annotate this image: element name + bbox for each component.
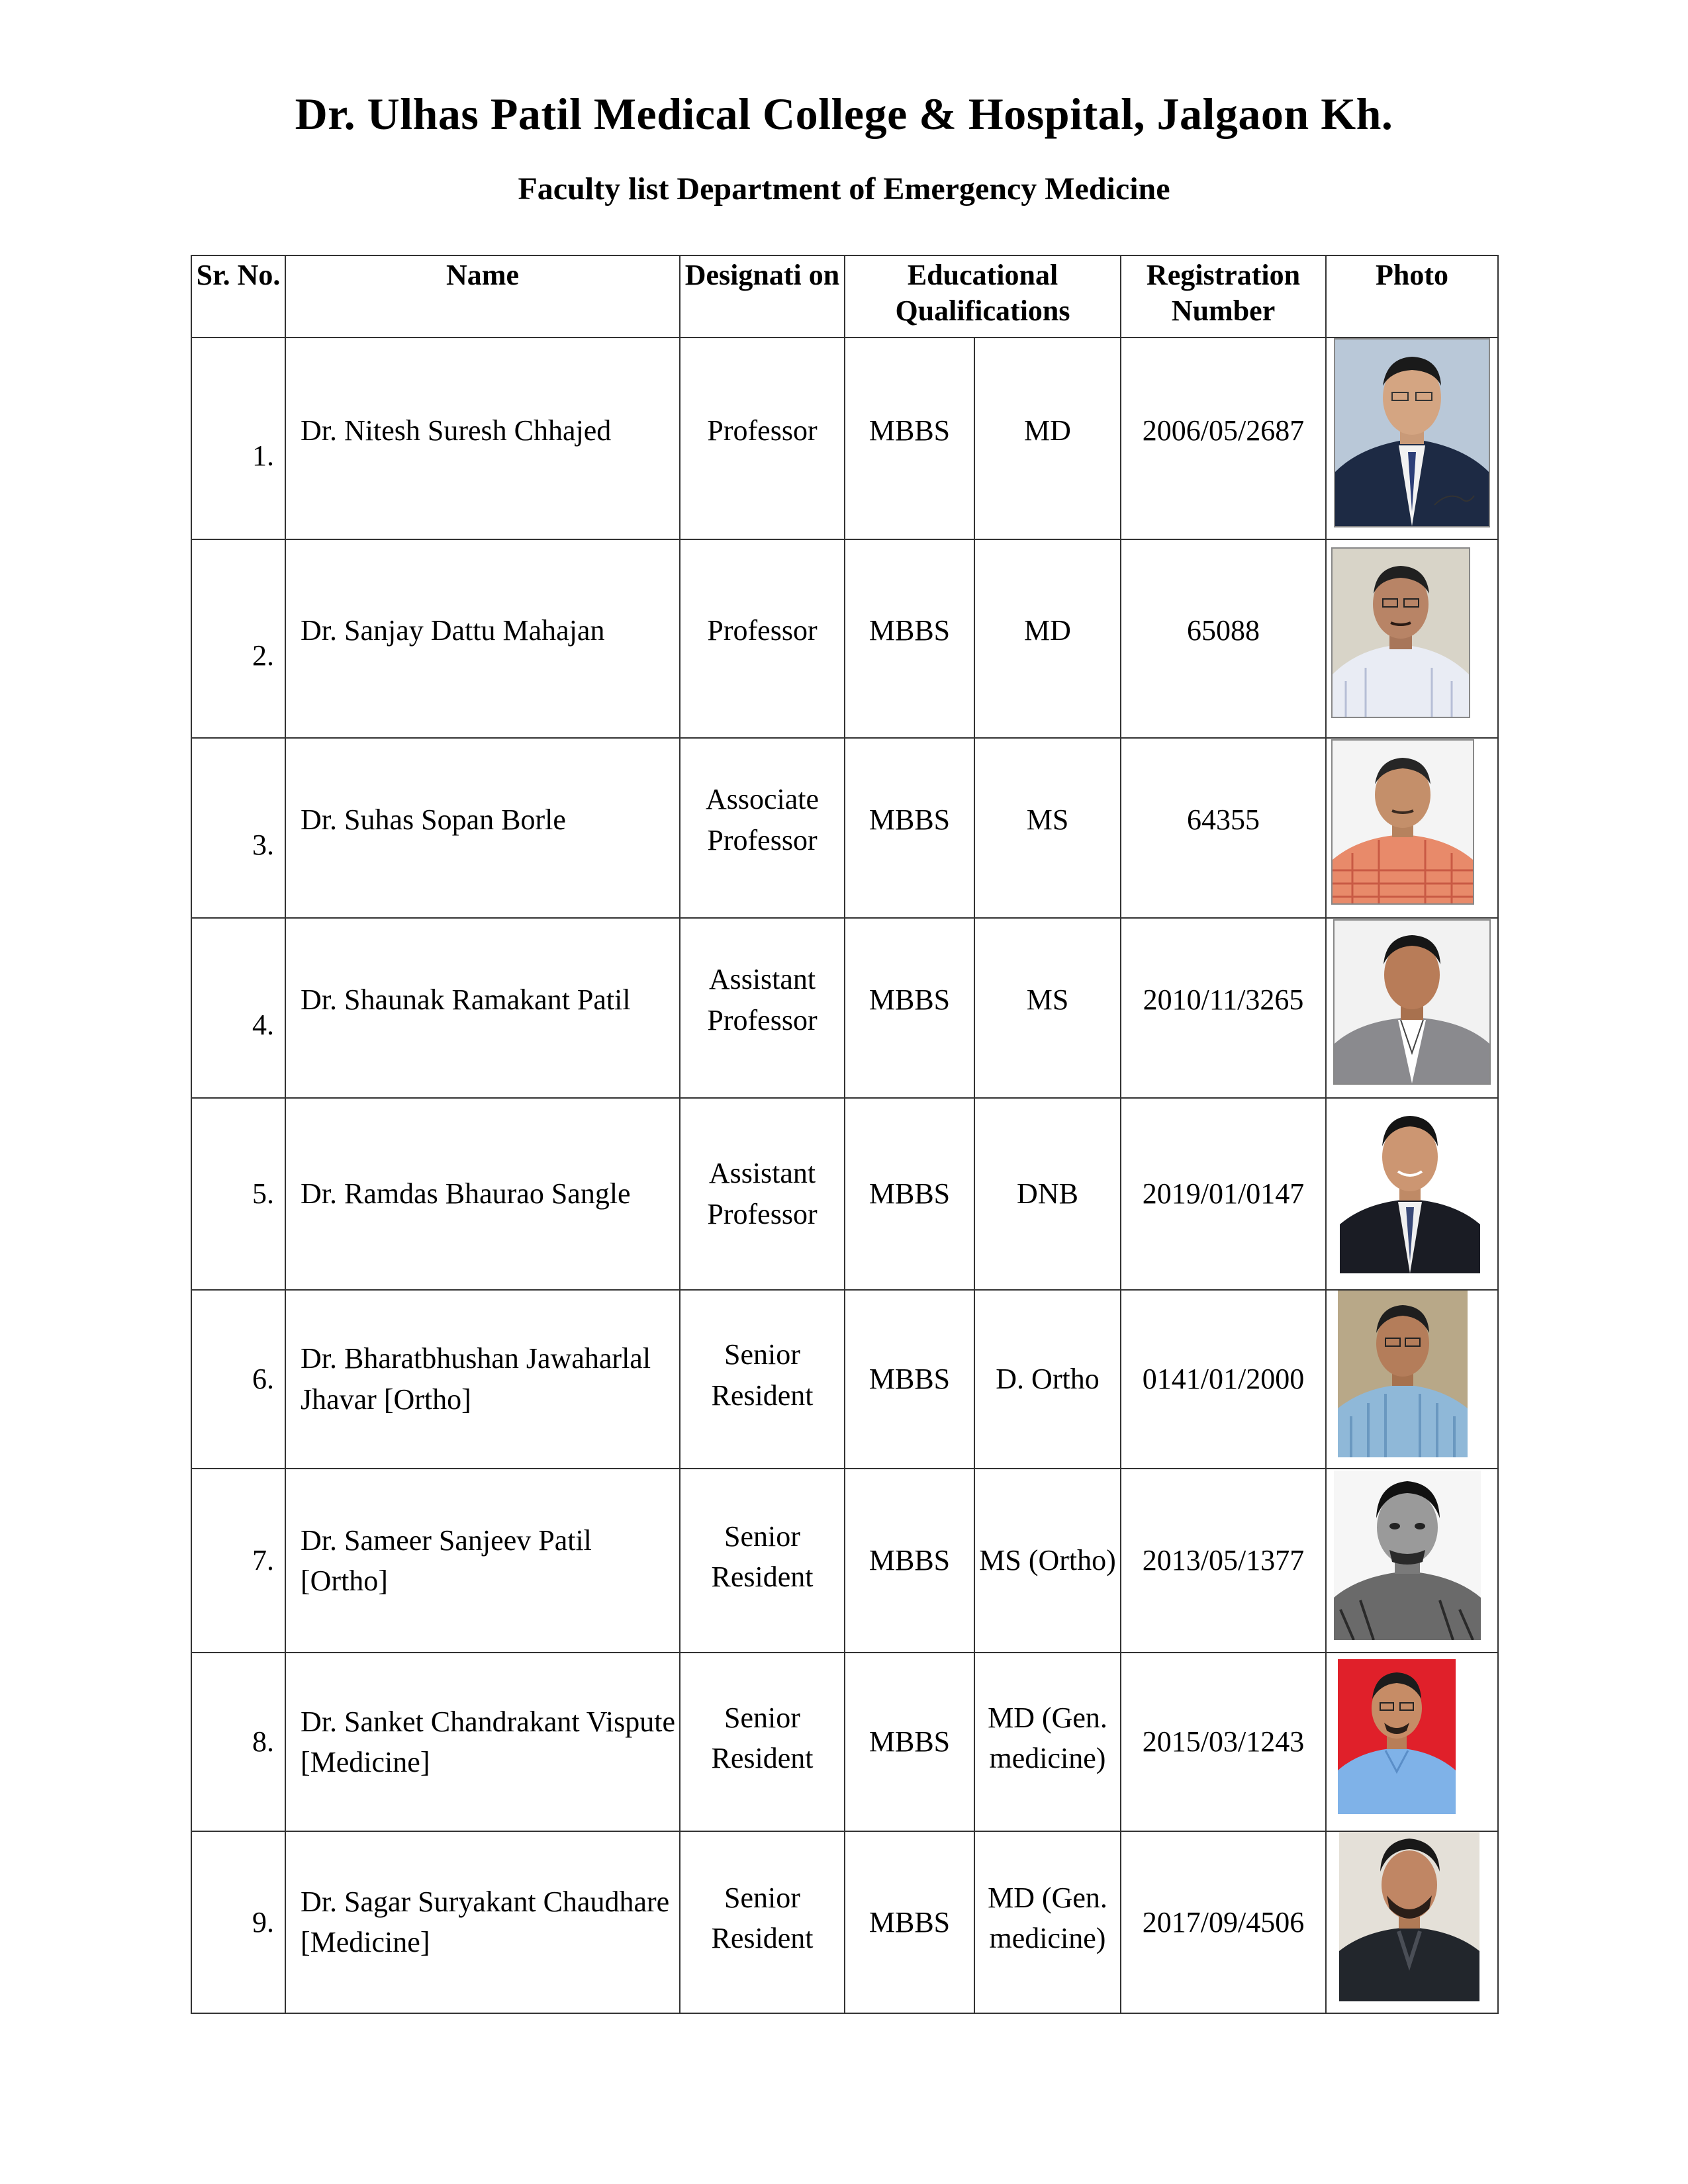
designation-cell: Professor bbox=[680, 338, 845, 539]
qualification-primary-cell: MBBS bbox=[845, 1469, 974, 1653]
table-row bbox=[191, 738, 1498, 918]
registration-cell: 2010/11/3265 bbox=[1121, 918, 1326, 1098]
designation-cell: Associate Professor bbox=[680, 738, 845, 918]
registration-cell: 2017/09/4506 bbox=[1121, 1831, 1326, 2013]
registration-cell: 65088 bbox=[1121, 539, 1326, 738]
designation-cell: Professor bbox=[680, 539, 845, 738]
name-cell: Dr. Ramdas Bhaurao Sangle bbox=[285, 1098, 680, 1290]
table-row bbox=[191, 1290, 1498, 1469]
column-header-registration: Registration Number bbox=[1121, 255, 1326, 338]
name-cell: Dr. Nitesh Suresh Chhajed bbox=[285, 338, 680, 539]
sr-cell: 3. bbox=[191, 738, 285, 918]
sr-cell: 4. bbox=[191, 918, 285, 1098]
table-row bbox=[191, 1653, 1498, 1831]
faculty-photo-6 bbox=[1338, 1291, 1468, 1457]
designation-cell: Assistant Professor bbox=[680, 1098, 845, 1290]
sr-cell: 5. bbox=[191, 1098, 285, 1290]
table-row bbox=[191, 338, 1498, 539]
registration-cell: 0141/01/2000 bbox=[1121, 1290, 1326, 1469]
column-header-sr: Sr. No. bbox=[191, 255, 285, 338]
registration-cell: 2006/05/2687 bbox=[1121, 338, 1326, 539]
name-cell: Dr. Suhas Sopan Borle bbox=[285, 738, 680, 918]
faculty-photo-7 bbox=[1334, 1471, 1481, 1640]
sr-cell: 7. bbox=[191, 1469, 285, 1653]
page-title: Dr. Ulhas Patil Medical College & Hospital, Jalgaon Kh. bbox=[295, 89, 1393, 139]
table-row bbox=[191, 1831, 1498, 2013]
faculty-photo-3 bbox=[1331, 739, 1474, 905]
column-header-name: Name bbox=[285, 255, 680, 338]
photo-cell bbox=[1326, 918, 1498, 1098]
qualification-primary-cell: MBBS bbox=[845, 1653, 974, 1831]
qualification-primary-cell: MBBS bbox=[845, 1290, 974, 1469]
qualification-primary-cell: MBBS bbox=[845, 338, 974, 539]
registration-cell: 64355 bbox=[1121, 738, 1326, 918]
qualification-secondary-cell: DNB bbox=[974, 1098, 1121, 1290]
qualification-secondary-cell: MD (Gen. medicine) bbox=[974, 1653, 1121, 1831]
column-header-qualifications: Educational Qualifications bbox=[845, 255, 1121, 338]
column-header-designation: Designati on bbox=[680, 255, 845, 338]
registration-cell: 2019/01/0147 bbox=[1121, 1098, 1326, 1290]
sr-cell: 8. bbox=[191, 1653, 285, 1831]
designation-cell: Senior Resident bbox=[680, 1653, 845, 1831]
faculty-photo-8 bbox=[1338, 1659, 1456, 1814]
page-subtitle: Faculty list Department of Emergency Medicine bbox=[518, 171, 1170, 206]
sr-cell: 9. bbox=[191, 1831, 285, 2013]
registration-cell: 2013/05/1377 bbox=[1121, 1469, 1326, 1653]
photo-cell bbox=[1326, 338, 1498, 539]
table-row bbox=[191, 539, 1498, 738]
photo-cell bbox=[1326, 1653, 1498, 1831]
sr-cell: 2. bbox=[191, 539, 285, 738]
name-cell: Dr. Sameer Sanjeev Patil [Ortho] bbox=[285, 1469, 680, 1653]
faculty-table bbox=[191, 255, 1499, 2014]
name-cell: Dr. Sanjay Dattu Mahajan bbox=[285, 539, 680, 738]
qualification-secondary-cell: D. Ortho bbox=[974, 1290, 1121, 1469]
qualification-primary-cell: MBBS bbox=[845, 918, 974, 1098]
qualification-primary-cell: MBBS bbox=[845, 539, 974, 738]
qualification-secondary-cell: MD (Gen. medicine) bbox=[974, 1831, 1121, 2013]
registration-cell: 2015/03/1243 bbox=[1121, 1653, 1326, 1831]
photo-cell bbox=[1326, 738, 1498, 918]
faculty-photo-5 bbox=[1340, 1103, 1480, 1273]
designation-cell: Assistant Professor bbox=[680, 918, 845, 1098]
designation-cell: Senior Resident bbox=[680, 1290, 845, 1469]
faculty-photo-9 bbox=[1339, 1832, 1479, 2001]
qualification-primary-cell: MBBS bbox=[845, 1831, 974, 2013]
qualification-secondary-cell: MS bbox=[974, 738, 1121, 918]
qualification-primary-cell: MBBS bbox=[845, 738, 974, 918]
faculty-photo-2 bbox=[1331, 547, 1470, 718]
designation-cell: Senior Resident bbox=[680, 1469, 845, 1653]
photo-cell bbox=[1326, 1290, 1498, 1469]
column-header-photo: Photo bbox=[1326, 255, 1498, 338]
qualification-secondary-cell: MD bbox=[974, 539, 1121, 738]
faculty-photo-1 bbox=[1334, 338, 1490, 527]
designation-cell: Senior Resident bbox=[680, 1831, 845, 2013]
qualification-secondary-cell: MD bbox=[974, 338, 1121, 539]
photo-cell bbox=[1326, 1469, 1498, 1653]
photo-cell bbox=[1326, 1831, 1498, 2013]
table-row bbox=[191, 1098, 1498, 1290]
photo-cell bbox=[1326, 1098, 1498, 1290]
photo-cell bbox=[1326, 539, 1498, 738]
table-row bbox=[191, 1469, 1498, 1653]
name-cell: Dr. Bharatbhushan Jawaharlal Jhavar [Ortho] bbox=[285, 1290, 680, 1469]
name-cell: Dr. Shaunak Ramakant Patil bbox=[285, 918, 680, 1098]
table-header-row bbox=[191, 255, 1498, 338]
sr-cell: 6. bbox=[191, 1290, 285, 1469]
faculty-photo-4 bbox=[1333, 919, 1491, 1085]
sr-cell: 1. bbox=[191, 338, 285, 539]
qualification-secondary-cell: MS bbox=[974, 918, 1121, 1098]
table-row bbox=[191, 918, 1498, 1098]
qualification-primary-cell: MBBS bbox=[845, 1098, 974, 1290]
name-cell: Dr. Sagar Suryakant Chaudhare [Medicine] bbox=[285, 1831, 680, 2013]
name-cell: Dr. Sanket Chandrakant Vispute [Medicine] bbox=[285, 1653, 680, 1831]
qualification-secondary-cell: MS (Ortho) bbox=[974, 1469, 1121, 1653]
